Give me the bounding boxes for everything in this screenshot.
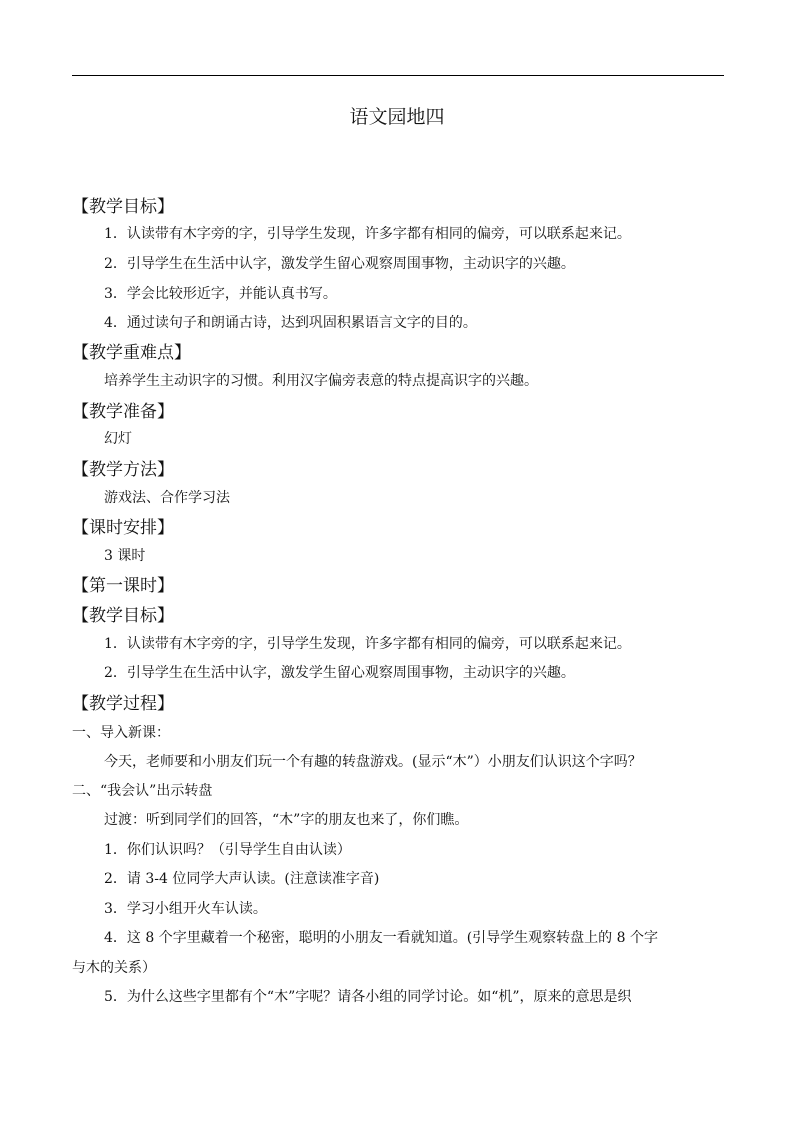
heading-process: 【教学过程】 — [72, 694, 174, 714]
preparation-text: 幻灯 — [104, 431, 132, 447]
goal-item: 3．学会比较形近字，并能认真书写。 — [104, 286, 337, 302]
goal-item: 1．认读带有木字旁的字，引导学生发现，许多字都有相同的偏旁，可以联系起来记。 — [104, 636, 631, 652]
schedule-text: 3 课时 — [104, 548, 146, 564]
goal-item: 2．引导学生在生活中认字，激发学生留心观察周围事物，主动识字的兴趣。 — [104, 665, 575, 681]
heading-schedule: 【课时安排】 — [72, 518, 174, 538]
step-item: 5．为什么这些字里都有个“木”字呢？请各小组的同学讨论。如“机”，原来的意思是织 — [104, 989, 632, 1005]
heading-teaching-goals: 【教学目标】 — [72, 197, 174, 217]
section-recognize-heading: 二、“我会认”出示转盘 — [72, 783, 213, 799]
goal-item: 2．引导学生在生活中认字，激发学生留心观察周围事物，主动识字的兴趣。 — [104, 256, 575, 272]
step-item: 2．请 3-4 位同学大声认读。(注意读准字音) — [104, 871, 380, 887]
heading-preparation: 【教学准备】 — [72, 402, 174, 422]
step-item: 3．学习小组开火车认读。 — [104, 901, 267, 917]
section-intro-heading: 一、导入新课： — [72, 725, 170, 741]
heading-first-lesson: 【第一课时】 — [72, 576, 174, 596]
step-item-continued: 与木的关系） — [72, 960, 156, 976]
header-rule — [72, 75, 724, 76]
key-points-text: 培养学生主动识字的习惯。利用汉字偏旁表意的特点提高识字的兴趣。 — [104, 373, 538, 389]
section-intro-text: 今天，老师要和小朋友们玩一个有趣的转盘游戏。(显示“木”）小朋友们认识这个字吗？ — [104, 754, 642, 770]
heading-teaching-goals-2: 【教学目标】 — [72, 606, 174, 626]
step-item: 4．这 8 个字里藏着一个秘密，聪明的小朋友一看就知道。(引导学生观察转盘上的 8 个字 — [104, 930, 658, 946]
methods-text: 游戏法、合作学习法 — [104, 490, 230, 506]
goal-item: 1．认读带有木字旁的字，引导学生发现，许多字都有相同的偏旁，可以联系起来记。 — [104, 226, 631, 242]
step-item: 1．你们认识吗？（引导学生自由认读） — [104, 842, 351, 858]
section-recognize-text: 过渡：听到同学们的回答，“木”字的朋友也来了，你们瞧。 — [104, 812, 469, 828]
page-title: 语文园地四 — [349, 106, 445, 128]
goal-item: 4．通过读句子和朗诵古诗，达到巩固积累语言文字的目的。 — [104, 315, 477, 331]
heading-methods: 【教学方法】 — [72, 460, 174, 480]
heading-key-points: 【教学重难点】 — [72, 343, 191, 363]
